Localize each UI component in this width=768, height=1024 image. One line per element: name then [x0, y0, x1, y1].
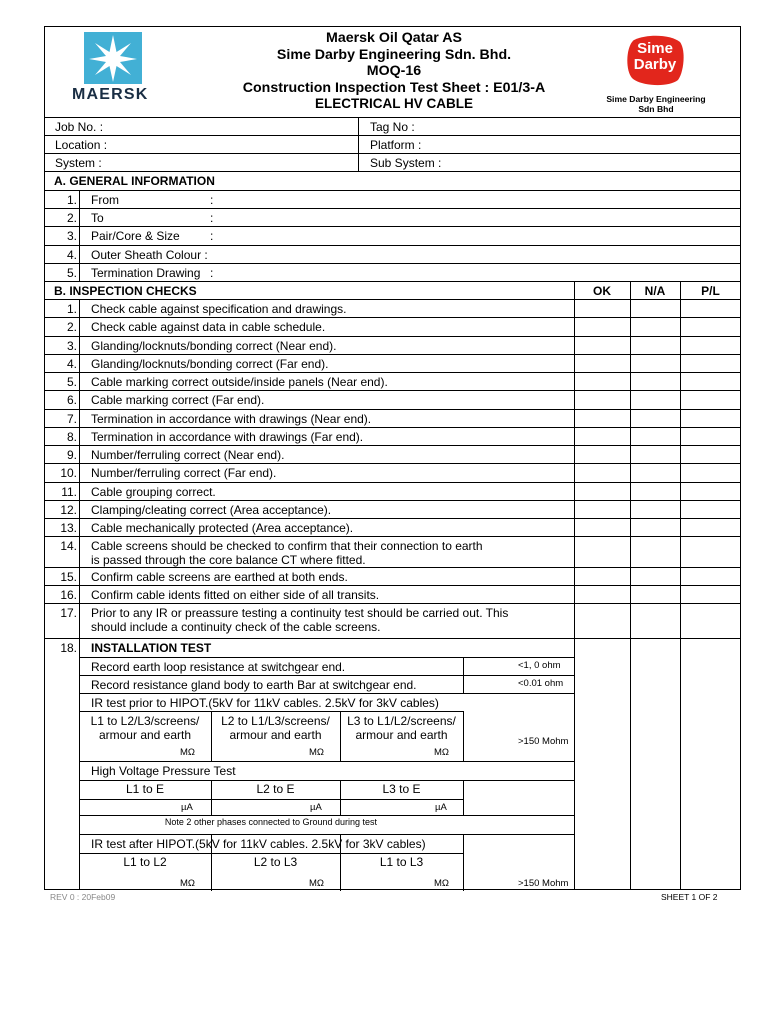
check-num: 7. — [66, 411, 77, 426]
check-num: 3. — [66, 338, 77, 353]
check-text: Check cable against specification and drawings. — [91, 302, 347, 316]
check-num: 2. — [66, 320, 77, 335]
installation-test-block — [44, 638, 741, 890]
hv-col-l2: L2 to E — [256, 782, 295, 796]
system-label: System : — [55, 156, 102, 170]
general-info-row — [44, 245, 741, 263]
ir-col-label-1: L2 to L1/L3/screens/ — [221, 714, 330, 728]
check-text: Confirm cable screens are earthed at both ends. — [91, 570, 348, 584]
col-ok: OK — [593, 284, 611, 298]
ir-col-label-1: L3 to L1/L2/screens/ — [347, 714, 456, 728]
item-colon: : — [210, 229, 214, 244]
check-text: Confirm cable idents fitted on either side of all transits. — [91, 588, 380, 602]
check-num: 5. — [66, 375, 77, 389]
sd-logo-text-2: Darby — [633, 56, 677, 73]
unit-megohm: MΩ — [434, 747, 450, 758]
check-text: Check cable against data in cable schedule. — [91, 320, 326, 335]
sd-caption-line-2: Sdn Bhd — [638, 104, 674, 114]
ir-col-label-2: armour and earth — [98, 728, 192, 742]
item-num: 5. — [66, 265, 77, 280]
header — [44, 26, 741, 117]
check-text-line-2: should include a continuity check of the cable screens. — [91, 620, 381, 634]
job-no-label: Job No. : — [55, 120, 104, 134]
check-row — [44, 372, 741, 390]
section-a-title: A. GENERAL INFORMATION — [54, 174, 215, 188]
unit-megohm: MΩ — [180, 878, 196, 889]
maersk-wordmark: MAERSK — [72, 86, 149, 103]
unit-megohm: MΩ — [434, 878, 450, 889]
installation-test-title: INSTALLATION TEST — [91, 641, 212, 655]
item-label: Pair/Core & Size — [91, 229, 180, 244]
hv-note: Note 2 other phases connected to Ground during test — [164, 817, 378, 827]
check-text: Number/ferruling correct (Far end). — [91, 466, 277, 481]
check-row — [44, 500, 741, 518]
check-row-16 — [44, 585, 741, 603]
col-na: N/A — [644, 284, 666, 298]
check-row — [44, 299, 741, 317]
platform-label: Platform : — [370, 138, 422, 152]
row-location — [44, 135, 741, 153]
check-num: 16. — [60, 588, 77, 602]
check-text: Cable grouping correct. — [91, 484, 216, 499]
title-line-company: Maersk Oil Qatar AS — [326, 30, 462, 46]
check-num: 11. — [61, 484, 77, 499]
earth-loop-limit: <1, 0 ohm — [518, 660, 561, 671]
check-text-line-2: is passed through the core balance CT where fitted. — [91, 553, 366, 567]
check-row — [44, 427, 741, 445]
title-line-sheet: Construction Inspection Test Sheet : E01/3-A — [242, 79, 546, 96]
gland-resistance-text: Record resistance gland body to earth Bar at switchgear end. — [91, 678, 417, 692]
check-num: 9. — [66, 448, 77, 462]
unit-megohm: MΩ — [180, 747, 196, 758]
hv-col-l3: L3 to E — [382, 782, 421, 796]
col-pl: P/L — [701, 284, 720, 298]
item-colon: : — [210, 265, 214, 280]
check-num: 17. — [60, 606, 77, 620]
general-info-row — [44, 190, 741, 208]
check-num: 13. — [60, 521, 77, 535]
check-row — [44, 482, 741, 500]
check-num: 4. — [66, 356, 77, 371]
check-num: 12. — [60, 502, 77, 517]
check-row — [44, 336, 741, 354]
ir-prior-limit: >150 Mohm — [518, 736, 569, 747]
after-col-2: L2 to L3 — [253, 855, 298, 869]
earth-loop-text: Record earth loop resistance at switchgear end. — [91, 660, 346, 674]
hv-col-l1: L1 to E — [125, 782, 165, 796]
check-num: 10. — [60, 466, 77, 481]
unit-microamp: µA — [310, 802, 322, 813]
check-row-15 — [44, 567, 741, 585]
unit-microamp: µA — [181, 802, 193, 813]
item-colon: : — [210, 211, 214, 226]
sime-darby-logo — [624, 34, 686, 86]
tag-no-label: Tag No : — [370, 120, 415, 134]
check-row — [44, 354, 741, 372]
general-info-row — [44, 226, 741, 244]
check-row — [44, 445, 741, 463]
item-num: 3. — [66, 229, 77, 244]
unit-megohm: MΩ — [309, 747, 325, 758]
section-b-title: B. INSPECTION CHECKS — [54, 284, 197, 298]
check-num: 18. — [60, 641, 77, 655]
check-text: Number/ferruling correct (Near end). — [91, 448, 285, 462]
title-line-project: MOQ-16 — [366, 63, 422, 79]
check-num: 15. — [60, 570, 77, 584]
check-text: Termination in accordance with drawings (Near end). — [91, 411, 372, 426]
gland-resistance-limit: <0.01 ohm — [518, 678, 564, 689]
item-label: Termination Drawing — [91, 265, 201, 280]
check-text: Glanding/locknuts/bonding correct (Far end). — [91, 356, 329, 371]
document-title — [184, 30, 604, 113]
check-text: Cable mechanically protected (Area acceptance). — [91, 521, 354, 535]
item-num: 1. — [66, 193, 77, 207]
ir-prior-text: IR test prior to HIPOT.(5kV for 11kV cables. 2.5kV for 3kV cables) — [91, 696, 439, 710]
hv-test-title: High Voltage Pressure Test — [91, 764, 236, 778]
check-text-line-1: Cable screens should be checked to confirm that their connection to earth — [91, 539, 483, 553]
ir-after-limit: >150 Mohm — [518, 878, 569, 889]
check-text: Cable marking correct outside/inside panels (Near end). — [91, 375, 388, 389]
check-text: Clamping/cleating correct (Area acceptance). — [91, 502, 332, 517]
check-num: 6. — [66, 393, 77, 408]
check-text-line-1: Prior to any IR or preassure testing a continuity test should be carried out. This — [91, 606, 509, 620]
ir-col-label-2: armour and earth — [355, 728, 448, 742]
item-label: To — [91, 211, 104, 226]
after-col-1: L1 to L2 — [123, 855, 167, 869]
general-info-row — [44, 263, 741, 281]
sub-system-label: Sub System : — [370, 156, 442, 170]
title-line-contractor: Sime Darby Engineering Sdn. Bhd. — [276, 46, 512, 63]
check-row — [44, 518, 741, 536]
ir-col-label-2: armour and earth — [229, 728, 322, 742]
check-num: 14. — [60, 539, 77, 553]
ir-col-l1 — [79, 714, 211, 742]
check-row-17 — [44, 603, 741, 638]
section-a-header — [44, 171, 741, 190]
after-col-3: L1 to L3 — [379, 855, 424, 869]
check-row — [44, 317, 741, 335]
check-row — [44, 390, 741, 408]
item-label: From — [91, 193, 119, 207]
sd-logo-text-1: Sime — [637, 40, 673, 57]
revision-label: REV 0 : 20Feb09 — [50, 892, 116, 902]
check-row — [44, 409, 741, 427]
check-row — [44, 463, 741, 481]
maersk-star-logo — [84, 32, 142, 84]
row-job — [44, 117, 741, 135]
title-line-subject: ELECTRICAL HV CABLE — [314, 96, 473, 111]
ir-after-text: IR test after HIPOT.(5kV for 11kV cables. 2.5kV for 3kV cables) — [91, 837, 426, 851]
check-num: 8. — [66, 429, 77, 444]
check-text: Cable marking correct (Far end). — [91, 393, 265, 408]
item-num: 4. — [66, 247, 77, 262]
location-label: Location : — [55, 138, 108, 152]
section-b-header — [44, 281, 741, 299]
check-text: Glanding/locknuts/bonding correct (Near end). — [91, 338, 337, 353]
ir-col-label-1: L1 to L2/L3/screens/ — [90, 714, 200, 728]
sime-darby-caption — [596, 94, 716, 114]
ir-col-l2 — [211, 714, 340, 742]
check-num: 1. — [66, 302, 77, 316]
general-info-row — [44, 208, 741, 226]
row-system — [44, 153, 741, 171]
item-label: Outer Sheath Colour : — [91, 247, 208, 262]
check-row-14 — [44, 536, 741, 567]
item-colon: : — [210, 193, 214, 207]
item-num: 2. — [66, 211, 77, 226]
unit-megohm: MΩ — [309, 878, 325, 889]
sheet-number: SHEET 1 OF 2 — [661, 892, 718, 902]
ir-col-l3 — [340, 714, 463, 742]
unit-microamp: µA — [435, 802, 447, 813]
sd-caption-line-1: Sime Darby Engineering — [606, 94, 706, 104]
check-text: Termination in accordance with drawings (Far end). — [91, 429, 364, 444]
